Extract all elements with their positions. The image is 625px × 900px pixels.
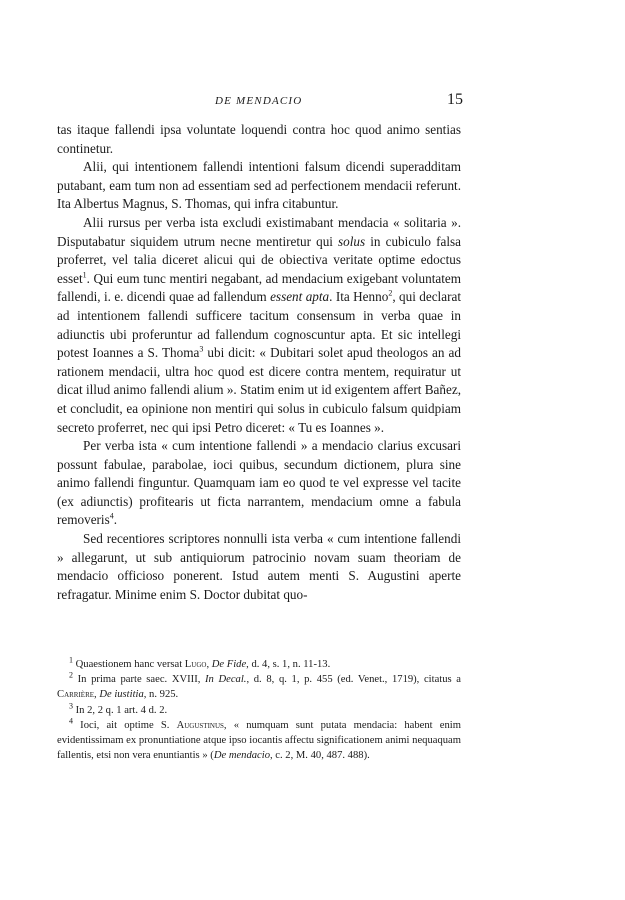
- text-run: , qui declarat ad intentionem fallendi sufficere tacitum consensum in verba quae in adiunctis ubi proferuntur ad fallendum cognoscuntur apta. Et sic intellegi potest Ioannes a S. Thoma: [57, 289, 461, 361]
- text-run: . Ita Henno: [329, 289, 389, 305]
- footnote-ref-3: 3: [199, 344, 204, 354]
- main-text: [57, 121, 461, 604]
- text-run: .: [113, 512, 118, 528]
- footnote-mark: 4: [69, 716, 73, 726]
- work-title: De mendacio: [213, 750, 270, 762]
- running-head: [57, 92, 461, 112]
- footnote-mark: 2: [69, 670, 73, 680]
- text-run: . Qui eum tunc mentiri negabant, ad mendacium exigebant voluntatem fallendi, i. e. dicendi quae ad fallendum: [57, 270, 461, 305]
- page-number: 15: [447, 91, 463, 108]
- footnote-ref-1: 1: [82, 270, 87, 280]
- text-run: ubi dicit: « Dubitari solet apud theologos an ad rationem mendacii, ultra hoc quod est dicere contra mentem, requiratur ut dicat illud animo fallendi alium ». Statim enim ut id exigentem affert Bañez, et concludit, ea opinione non mentiri qui solus in cubiculo falsum quidpiam secreto proferret, nec qui ipsi Petro diceret: « Tu es Ioannes ».: [57, 345, 461, 435]
- footnote-ref-2: 2: [388, 288, 393, 298]
- paragraph-3: [57, 214, 461, 437]
- author-name: Carrière: [57, 689, 95, 701]
- footnote-mark: 3: [69, 701, 73, 711]
- text-run: , n. 925.: [143, 689, 179, 701]
- text-run: Ioci, ait optime S.: [73, 719, 177, 731]
- text-run: , c. 2, M. 40, 487. 488).: [270, 750, 370, 762]
- emphasis: essent apta: [270, 289, 330, 305]
- footnote-1: [57, 657, 461, 672]
- work-title: De iustitia: [99, 689, 144, 701]
- footnote-mark: 1: [69, 655, 73, 665]
- work-title: In Decal.: [205, 674, 247, 686]
- footnote-ref-4: 4: [109, 512, 114, 522]
- footnote-3: [57, 703, 461, 718]
- text-run: ,: [94, 689, 100, 701]
- running-title: DE MENDACIO: [215, 95, 303, 107]
- text-run: In 2, 2 q. 1 art. 4 d. 2.: [73, 704, 168, 716]
- footnote-2: [57, 672, 461, 702]
- text-run: , « numquam sunt putata mendacia: habent enim evidentissimam ex pronuntiatione atque ipso iocantis affectu significationem animi nequaquam fallentis, etsi non vera enuntiantis » (: [57, 719, 461, 762]
- text-run: Quaestionem hanc versat: [73, 659, 185, 670]
- work-title: De Fide: [211, 659, 247, 670]
- author-name: Augustinus: [176, 719, 224, 731]
- text-run: Per verba ista « cum intentione fallendi » a mendacio clarius excusari possunt fabulae, parabolae, ioci quibus, secundum dictionem, plura sine animo fallendi finguntur. Quamquam iam eo quod te vel expresse vel tacite (ex adiunctis) profitearis ut ficta narrantem, mendacium omne a fabula removeris: [57, 438, 461, 528]
- paragraph-5: Sed recentiores scriptores nonnulli ista verba « cum intentione fallendi » allegarunt, ut sub antiquiorum patrocinio novam suam theoriam de mendacio officioso ponerent. Istud autem menti S. Augustini aperte refragatur. Minime enim S. Doctor dubitat quo-: [57, 531, 461, 602]
- footnote-4: [57, 718, 461, 764]
- paragraph-1: tas itaque fallendi ipsa voluntate loquendi contra hoc quod animo sentias continetur.: [57, 122, 461, 156]
- text-run: Alii rursus per verba ista excludi existimabant mendacia « solitaria ». Disputabatur siquidem utrum necne mentiretur qui: [57, 214, 461, 249]
- text-run: , d. 4, s. 1, n. 11-13.: [246, 659, 331, 670]
- text-run: In prima parte saec. XVIII,: [73, 674, 206, 686]
- author-name: Lugo: [184, 659, 207, 670]
- paragraph-2: Alii, qui intentionem fallendi intentioni falsum dicendi superadditam putabant, eam tum non ad essentiam sed ad perfectionem mendacii referunt. Ita Albertus Magnus, S. Thomas, qui infra citabuntur.: [57, 159, 461, 212]
- paragraph-4: [57, 437, 461, 530]
- emphasis: solus: [338, 233, 366, 249]
- text-run: , d. 8, q. 1, p. 455 (ed. Venet., 1719), citatus a: [246, 674, 461, 686]
- footnotes: [57, 657, 461, 763]
- text-run: in cubiculo falsa proferret, vel talia diceret alicui qui de obiectiva veritate optime edoctus esset: [57, 233, 462, 286]
- text-run: ,: [206, 659, 212, 670]
